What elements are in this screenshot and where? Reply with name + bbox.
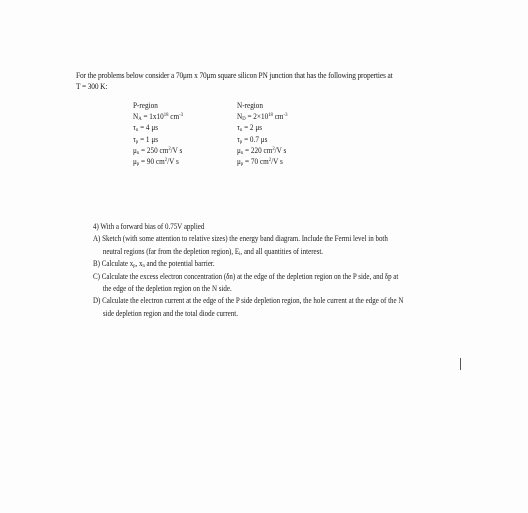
property-subscript: n xyxy=(240,149,244,156)
property-row xyxy=(133,156,183,167)
part-c-line-1: C) Calculate the excess electron concentration (δn) at the edge of the depletion region on the P side, and δp at xyxy=(93,270,399,281)
property-unit: cm xyxy=(272,112,284,122)
property-exponent: 2 xyxy=(272,145,275,152)
property-unit: cm xyxy=(168,112,180,122)
property-unit: /V s xyxy=(274,145,287,155)
property-unit-exponent: -3 xyxy=(179,112,184,119)
property-row xyxy=(133,122,183,133)
part-a-ei-subscript: i xyxy=(239,250,241,257)
property-value: = 220 cm xyxy=(243,145,273,155)
property-value: = 250 cm xyxy=(139,145,169,155)
property-value: = 1x10 xyxy=(141,112,164,122)
part-b xyxy=(93,257,403,269)
property-subscript: A xyxy=(138,116,142,123)
intro-line-2: T = 300 K: xyxy=(76,81,108,91)
property-subscript: p xyxy=(239,138,243,145)
property-exponent: 2 xyxy=(164,157,168,164)
p-region-rows xyxy=(133,111,183,167)
property-row xyxy=(133,134,183,145)
property-exponent: 2 xyxy=(168,145,171,152)
part-a-line-2-end: , and all quantities of interest. xyxy=(240,245,324,256)
property-symbol: τ xyxy=(237,134,240,144)
property-subscript: n xyxy=(136,149,140,156)
property-symbol: τ xyxy=(133,123,136,133)
property-row xyxy=(133,145,183,156)
property-value: = 1 μs xyxy=(138,134,159,144)
property-row xyxy=(237,122,287,133)
part-a-line-2-text: neutral regions (far from the depletion region), E xyxy=(102,245,240,256)
part-c-line-2: the edge of the depletion region on the N side. xyxy=(102,283,232,294)
property-subscript: p xyxy=(135,138,139,145)
property-subscript: n xyxy=(135,127,139,134)
part-b-mid: , x xyxy=(135,258,143,269)
property-symbol: τ xyxy=(237,123,240,133)
intro-line-1: For the problems below consider a 70μm x 70μm square silicon PN junction that has the following properties at xyxy=(76,70,393,80)
property-subscript: D xyxy=(242,116,246,123)
intro-paragraph xyxy=(76,70,420,92)
property-symbol: μ xyxy=(133,145,137,155)
property-exponent: 2 xyxy=(268,157,272,164)
property-value: = 70 cm xyxy=(243,157,269,167)
property-row xyxy=(237,156,287,167)
property-unit-exponent: -3 xyxy=(283,112,288,119)
text-cursor xyxy=(460,358,461,370)
property-value: = 4 μs xyxy=(138,123,159,133)
property-symbol: μ xyxy=(133,157,137,167)
property-symbol: τ xyxy=(133,134,136,144)
part-b-xp-subscript: p xyxy=(133,263,136,270)
property-row xyxy=(237,145,287,156)
part-a-line-2 xyxy=(93,245,403,257)
n-region-header: N-region xyxy=(237,101,264,110)
problem-4 xyxy=(93,220,403,319)
property-unit: /V s xyxy=(167,157,179,167)
n-region-rows xyxy=(237,111,287,167)
n-region-properties xyxy=(237,100,287,167)
property-row xyxy=(133,111,183,122)
part-b-text: B) Calculate x xyxy=(93,258,134,269)
p-region-header: P-region xyxy=(133,101,158,110)
part-b-end: and the potential barrier. xyxy=(144,258,215,269)
property-symbol: μ xyxy=(237,157,241,167)
property-subscript: p xyxy=(240,161,244,168)
p-region-properties xyxy=(133,100,183,167)
part-d-line-1: D) Calculate the electron current at the edge of the P side depletion region, the hole current at the edge of the N xyxy=(93,295,404,306)
property-subscript: p xyxy=(136,161,140,168)
property-unit: /V s xyxy=(271,157,283,167)
property-exponent: 18 xyxy=(163,112,169,119)
problem-title: 4) With a forward bias of 0.75V applied xyxy=(93,221,205,231)
property-unit: /V s xyxy=(170,145,183,155)
property-value: = 2×10 xyxy=(245,112,269,122)
property-row xyxy=(237,134,287,145)
property-symbol: N xyxy=(237,112,243,122)
property-row xyxy=(237,111,287,122)
property-value: = 90 cm xyxy=(139,157,165,167)
part-b-xn-subscript: n xyxy=(142,263,145,270)
property-exponent: 18 xyxy=(268,112,273,119)
property-value: = 0.7 μs xyxy=(242,134,268,144)
property-value: = 2 μs xyxy=(242,123,263,133)
part-a-line-1: A) Sketch (with some attention to relative sizes) the energy band diagram. Include the Fermi level in both xyxy=(93,233,388,244)
property-subscript: n xyxy=(239,127,243,134)
part-d-line-2: side depletion region and the total diode current. xyxy=(102,307,238,318)
property-symbol: N xyxy=(133,112,139,122)
property-symbol: μ xyxy=(237,145,241,155)
